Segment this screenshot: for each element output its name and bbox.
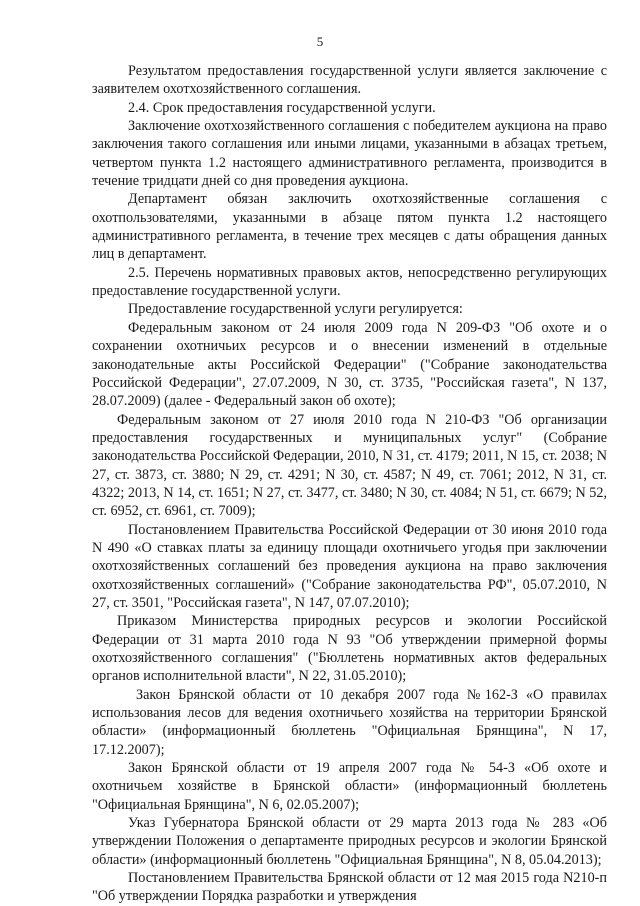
paragraph-result: Результатом предоставления государственной услуги является заключение с заявителем охотхозяйственного соглашения. (92, 63, 607, 98)
paragraph-department-obligation: Департамент обязан заключить охотхозяйственные соглашения с охотпользователями, указанными в абзаце пятом пункта 1.2 настоящего административного регламента, в течение трех месяцев с даты обращения данных лиц в департамент. (92, 191, 607, 263)
legal-act-governor-decree-283: Указ Губернатора Брянской области от 29 марта 2013 года № 283 «Об утверждении Положения о департаменте природных ресурсов и экологии Брянской области» (информационный бюллетень "Официальная Брянщина", N 8, 05.04.2013); (92, 815, 607, 868)
section-2-5-heading: 2.5. Перечень нормативных правовых актов, непосредственно регулирующих предоставление государственной услуги. (92, 264, 607, 300)
page-number: 5 (316, 34, 324, 49)
legal-act-bryansk-resolution-210: Постановлением Правительства Брянской области от 12 мая 2015 года N210-п "Об утверждении Порядка разработки и утверждения (92, 870, 607, 905)
paragraph-agreement-term: Заключение охотхозяйственного соглашения с победителем аукциона на право заключения такого соглашения или иными лицами, указанными в абзацах третьем, четвертом пункта 1.2 настоящего административного регламента, производится в течение тридцати дней со дня проведения аукциона. (92, 118, 607, 190)
legal-act-ministry-order-93: Приказом Министерства природных ресурсов и экологии Российской Федерации от 31 марта 2010 года N 93 "Об утверждении примерной формы охотхозяйственного соглашения" ("Бюллетень нормативных актов федеральных органов исполнительной власти", N 22, 31.05.2010); (92, 613, 607, 685)
legal-act-government-resolution-490: Постановлением Правительства Российской Федерации от 30 июня 2010 года N 490 «О ставках платы за единицу площади охотничьего угодья при заключении охотхозяйственных соглашений без проведения аукциона на право заключения охотхозяйственных соглашений» ("Собрание законодательства РФ", 05.07.2010, N 27, ст. 3501, "Российская газета", N 147, 07.07.2010); (92, 521, 607, 611)
legal-act-federal-law-209: Федеральным законом от 24 июля 2009 года N 209-ФЗ "Об охоте и о сохранении охотничьих ресурсов и о внесении изменений в отдельные законодательные акты Российской Федерации" ("Собрание законодательства Российской Федерации", 27.07.2009, N 30, ст. 3735, "Российская газета", N 137, 28.07.2009) (далее - Федеральный закон об охоте); (92, 319, 607, 410)
document-body (92, 62, 607, 906)
paragraph-regulated-by: Предоставление государственной услуги регулируется: (128, 301, 463, 318)
legal-act-bryansk-law-54: Закон Брянской области от 19 апреля 2007 года № 54-З «Об охоте и охотничьем хозяйстве в Брянской области» (информационный бюллетень "Официальная Брянщина", N 6, 02.05.2007); (92, 760, 607, 813)
legal-act-bryansk-law-162: Закон Брянской области от 10 декабря 2007 года №162-З «О правилах использования лесов для ведения охотничьего хозяйства на территории Брянской области» (информационный бюллетень "Официальная Брянщина", N 17, 17.12.2007); (92, 686, 607, 758)
legal-act-federal-law-210: Федеральным законом от 27 июля 2010 года N 210-ФЗ "Об организации предоставления государственных и муниципальных услуг" (Собрание законодательства Российской Федерации, 2010, N 31, ст. 4179; 2011, N 15, ст. 2038; N 27, ст. 3873, ст. 3880; N 29, ст. 4291; N 30, ст. 4587; N 49, ст. 7061; 2012, N 31, ст. 4322; 2013, N 14, ст. 1651; N 27, ст. 3477, ст. 3480; N 30, ст. 4084; N 51, ст. 6679; N 52, ст. 6952, ст. 6961, ст. 7009); (92, 411, 607, 520)
section-2-4-heading: 2.4. Срок предоставления государственной услуги. (128, 99, 436, 116)
